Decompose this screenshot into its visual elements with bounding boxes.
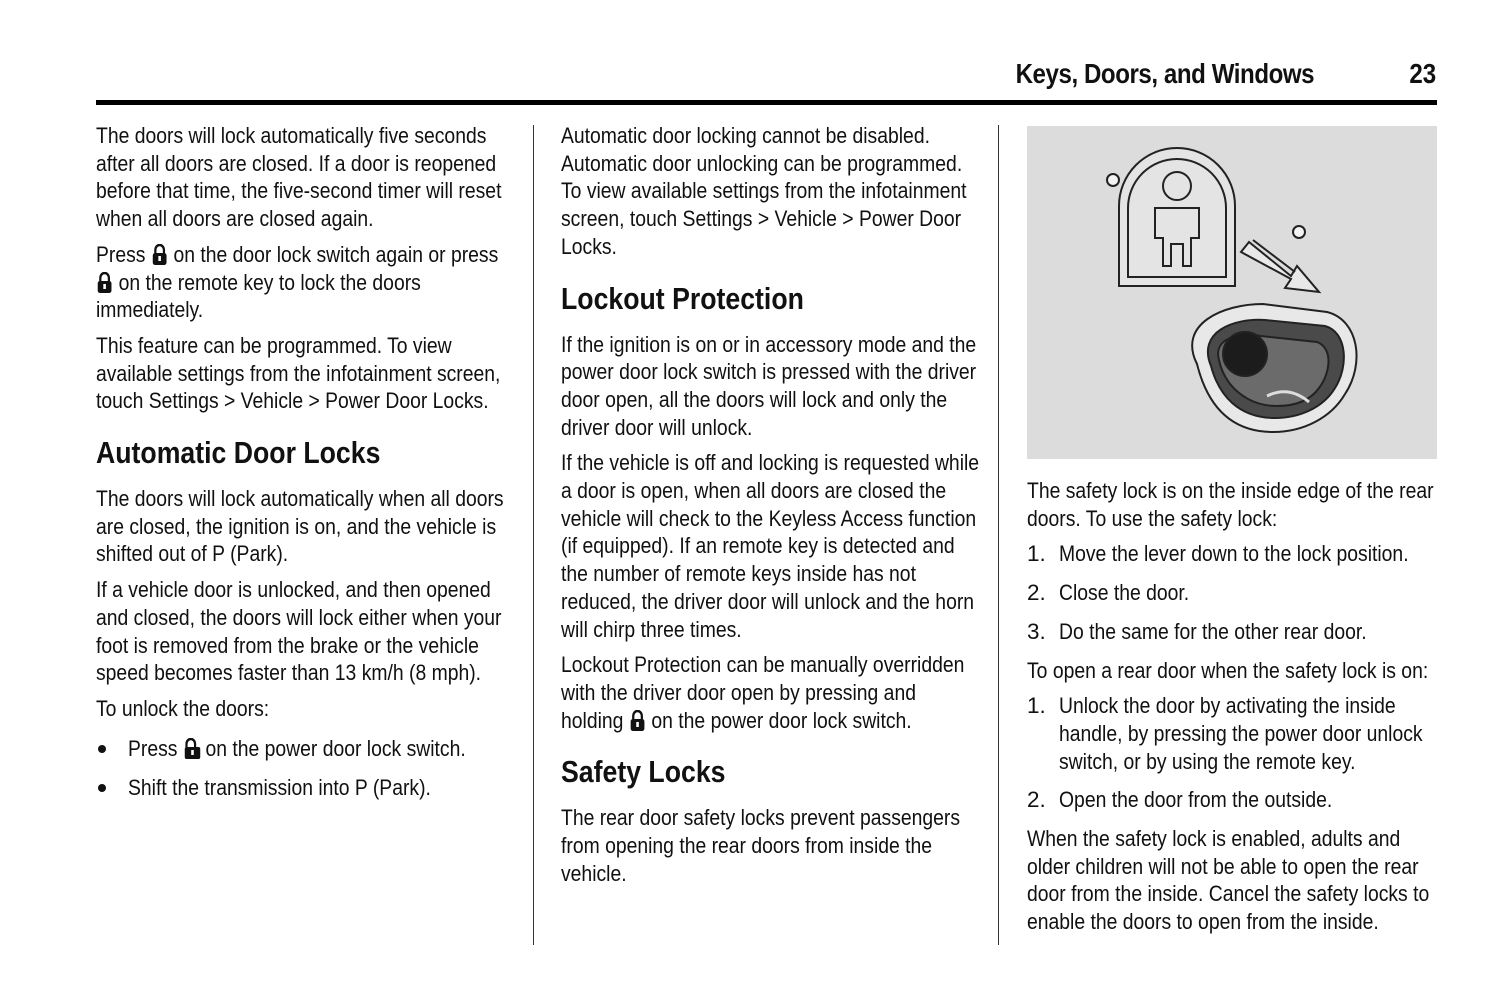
paragraph: If a vehicle door is unlocked, and then opened and closed, the doors will lock either when your foot is removed from the brake or the vehicle speed becomes faster than 13 km/h (8 mph). [96,577,502,686]
unlock-icon [184,738,199,760]
column-middle [561,122,981,895]
paragraph: The doors will lock automatically when all doors are closed, the ignition is on, and the vehicle is shifted out of P (Park). [96,486,504,567]
lock-icon [152,244,167,266]
paragraph: If the ignition is on or in accessory mode and the power door lock switch is pressed with the driver door open, all the doors will lock and only the driver door will unlock. [561,331,977,440]
text-fragment: on the remote key to lock the doors immediately. [96,269,421,323]
paragraph [561,651,980,734]
step-number: 1. [1027,541,1046,567]
paragraph: When the safety lock is enabled, adults and older children will not be able to open the rear door from the inside. Cancel the safety locks to enable the doors to open from the inside. [1027,826,1430,935]
numbered-list [1027,540,1447,645]
list-item: Shift the transmission into P (Park). [96,774,516,802]
column-left [96,122,516,814]
step-text: Open the door from the outside. [1059,787,1333,813]
step-number: 1. [1027,693,1046,719]
paragraph [96,241,515,324]
paragraph: The rear door safety locks prevent passengers from opening the rear doors from inside the vehicle. [561,805,961,886]
safety-lock-illustration [1027,126,1437,459]
step-number: 2. [1027,580,1046,606]
header-rule [96,100,1437,105]
list-item [1027,786,1447,814]
text-fragment: Press [128,735,178,761]
step-text: Do the same for the other rear door. [1059,618,1367,644]
list-item [96,735,516,763]
section-heading-lockout-protection: Lockout Protection [561,280,804,316]
column-divider [998,125,999,945]
column-divider [533,125,534,945]
column-right [1027,122,1447,944]
step-text: Move the lever down to the lock position. [1059,541,1409,567]
list-item [1027,618,1447,646]
safety-lock-diagram [1027,126,1437,459]
bullet-list [96,735,516,802]
paragraph: Automatic door locking cannot be disabled. Automatic door unlocking can be programmed. To view available settings from the infotainment screen, touch Settings > Vehicle > Power Door Locks. [561,123,967,259]
text-fragment: on the door lock switch again or press [173,241,499,267]
lock-icon [97,272,112,294]
step-text: Unlock the door by activating the inside handle, by pressing the power door unlock switch, or by using the remote key. [1059,693,1423,774]
paragraph: To unlock the doors: [96,695,270,721]
list-item [1027,540,1447,568]
text-fragment: Lockout Protection can be manually overridden with the driver door open by pressing and holding [561,652,965,733]
step-text: Close the door. [1059,580,1190,606]
text-fragment: Press [96,241,146,267]
step-number: 2. [1027,787,1046,813]
paragraph: To open a rear door when the safety lock is on: [1027,657,1429,683]
page-number: 23 [1409,58,1436,89]
paragraph: This feature can be programmed. To view available settings from the infotainment screen, touch Settings > Vehicle > Power Door Locks. [96,332,501,414]
section-heading-automatic-door-locks: Automatic Door Locks [96,435,381,471]
list-item [1027,692,1447,775]
paragraph: If the vehicle is off and locking is requested while a door is open, when all doors are closed the vehicle will check to the Keyless Access function (if equipped). If an remote key is detected and the number of remote keys inside has not reduced, the driver door will unlock and the horn will chirp three times. [561,450,980,642]
step-number: 3. [1027,618,1046,644]
lock-icon [630,710,645,732]
section-heading-safety-locks: Safety Locks [561,754,726,790]
list-item [1027,579,1447,607]
numbered-list [1027,692,1447,814]
text-fragment: on the power door lock switch. [651,707,912,733]
paragraph: The safety lock is on the inside edge of the rear doors. To use the safety lock: [1027,478,1434,531]
text-fragment: on the power door lock switch. [205,735,466,761]
running-header-title: Keys, Doors, and Windows [1015,58,1314,89]
paragraph: The doors will lock automatically five seconds after all doors are closed. If a door is reopened before that time, the five-second timer will reset when all doors are closed again. [96,123,502,232]
